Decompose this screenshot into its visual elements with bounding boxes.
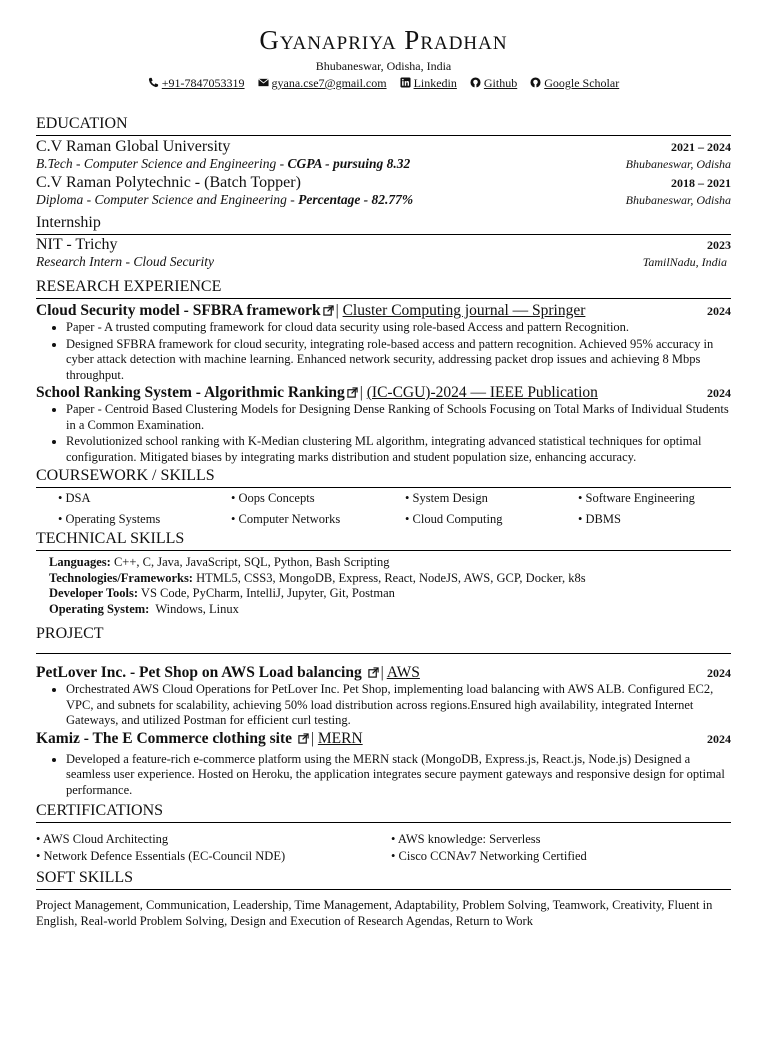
github-link[interactable] [470, 76, 517, 91]
resume-page [0, 25, 768, 1049]
education-entry [36, 138, 731, 172]
external-link-icon[interactable] [323, 305, 334, 316]
project-title: PetLover Inc. - Pet Shop on AWS Load balancing [36, 664, 362, 681]
list-item: • Cisco CCNAv7 Networking Certified [391, 848, 721, 865]
research-heading: RESEARCH EXPERIENCE [36, 278, 731, 299]
project-heading: PROJECT [36, 625, 731, 654]
list-item: • Developed a feature-rich e-commerce platform using the MERN stack (MongoDB, Express.js, React.js, Node.js) Designed a seamless user experience. Hosted on Heroku, the application integrates secure payment gateways and responsive design for optimal performance. [66, 752, 731, 799]
list-item: • Revolutionized school ranking with K-Median clustering ML algorithm, integrating advanced statistical techniques for optimal configuration. Mitigated biases by integrating marks distribution and student population size, enhancing accuracy. [66, 434, 731, 465]
education-entry [36, 174, 731, 208]
skill-value: HTML5, CSS3, MongoDB, Express, React, NodeJS, AWS, GCP, Docker, k8s [192, 570, 586, 585]
phone-text: +91-7847053319 [161, 76, 245, 90]
research-venue[interactable]: (IC-CGU)-2024 — IEEE Publication [366, 384, 598, 401]
list-item: • Network Defence Essentials (EC-Council NDE) [36, 848, 391, 865]
github-icon [470, 77, 481, 88]
list-item: • Cloud Computing [405, 509, 578, 530]
skill-value: VS Code, PyCharm, IntelliJ, Jupyter, Git, Postman [138, 586, 395, 600]
skill-value: Windows, Linux [149, 601, 239, 616]
project-year: 2024 [707, 666, 731, 680]
score-text: Percentage - 82.77% [298, 192, 414, 207]
list-item: • Orchestrated AWS Cloud Operations for PetLover Inc. Pet Shop, implementing load balancing with AWS ALB. Configured EC2, VPC, and subnets for scalability, achieving 50% load distribution across regions.Ensured high availability, integrated Internet Gateways, and utilized Postman for efficient curl testing. [66, 682, 731, 729]
candidate-name: Gyanapriya Pradhan [259, 25, 508, 55]
internship-year: 2023 [707, 238, 731, 252]
soft-skills-heading: SOFT SKILLS [36, 869, 731, 890]
project-entry: Kamiz - The E Commerce clothing site | MERN 2024 • Developed a feature-rich e-commerce platform using the MERN stack (MongoDB, Express.js, React.js, Node.js) Designed a seamless user experience. Hosted on Heroku, the application integrates secure payment gateways and responsive design for optimal performance. [36, 730, 731, 799]
education-years: 2021 – 2024 [671, 140, 731, 154]
email-text: gyana.cse7@gmail.com [271, 76, 387, 90]
internship-role: Research Intern - Cloud Security [36, 254, 214, 269]
list-item: • Paper - Centroid Based Clustering Models for Designing Dense Ranking of Schools Focusing on Total Marks of Individual Students in a Common Examination. [66, 402, 731, 433]
internship-heading: Internship [36, 214, 731, 235]
github-text: Github [483, 76, 518, 90]
envelope-icon [258, 77, 269, 88]
candidate-location: Bhubaneswar, Odisha, India [315, 59, 452, 73]
technical-skills [36, 555, 731, 617]
coursework-heading: COURSEWORK / SKILLS [36, 467, 731, 488]
coursework-list [36, 488, 731, 530]
list-item: • Software Engineering [578, 488, 748, 509]
certifications-list [36, 831, 731, 865]
project-year: 2024 [707, 731, 731, 746]
education-place: Bhubaneswar, Odisha [625, 193, 731, 207]
list-item: • AWS Cloud Architecting [36, 831, 391, 848]
research-title: Cloud Security model - SFBRA framework [36, 302, 321, 319]
skill-label: Languages: [49, 555, 111, 569]
internship-place: TamilNadu, India [642, 255, 727, 269]
skill-label: Developer Tools: [49, 586, 139, 600]
skill-row [49, 586, 731, 602]
project-title: Kamiz - The E Commerce clothing site [36, 729, 292, 747]
research-bullets [36, 402, 731, 465]
technical-heading: TECHNICAL SKILLS [36, 530, 731, 551]
school-name: C.V Raman Polytechnic - (Batch Topper) [36, 174, 301, 191]
github-icon [530, 77, 541, 88]
education-place: Bhubaneswar, Odisha [625, 157, 731, 171]
list-item: • DBMS [578, 509, 748, 530]
research-venue[interactable]: Cluster Computing journal — Springer [342, 302, 586, 319]
research-entry: Cloud Security model - SFBRA framework | Cluster Computing journal — Springer 2024 • Paper - A trusted computing framework for cloud data security using role-based Access and pattern Recognition. • Designed SFBRA framework for cloud security, integrating role-based access and pattern recognition. Achieved 95% accuracy in cyber attack detection with machine learning. Enhanced network security, addressing packet drop issues and achieving 8 Mbps throughput. [36, 302, 731, 383]
internship-entry [36, 236, 731, 270]
list-item: • Operating Systems [58, 509, 231, 530]
linkedin-text: Linkedin [413, 76, 457, 90]
degree-text: Diploma - Computer Science and Engineering - [36, 192, 299, 207]
contact-bar [36, 76, 731, 91]
email-link[interactable] [258, 76, 387, 91]
project-tag[interactable]: MERN [317, 729, 363, 747]
skill-value: C++, C, Java, JavaScript, SQL, Python, Bash Scripting [110, 555, 390, 569]
education-years: 2018 – 2021 [671, 176, 731, 190]
education-heading: EDUCATION [36, 115, 731, 136]
project-tag[interactable]: AWS [386, 664, 420, 681]
skill-row [49, 555, 731, 571]
external-link-icon[interactable] [298, 733, 309, 744]
research-year: 2024 [707, 386, 731, 400]
skill-row [49, 571, 731, 587]
certifications-heading: CERTIFICATIONS [36, 802, 731, 823]
school-name: C.V Raman Global University [36, 138, 231, 155]
skill-row [49, 602, 731, 618]
list-item: • Computer Networks [231, 509, 405, 530]
phone-icon [148, 77, 159, 88]
project-bullets [36, 752, 731, 799]
skill-label: Operating System: [49, 601, 150, 616]
list-item: • System Design [405, 488, 578, 509]
research-title: School Ranking System - Algorithmic Ranking [36, 384, 345, 401]
research-entry: School Ranking System - Algorithmic Ranking | (IC-CGU)-2024 — IEEE Publication 2024 • Paper - Centroid Based Clustering Models for Designing Dense Ranking of Schools Focusing on Total Marks of Individual Students in a Common Examination. • Revolutionized school ranking with K-Median clustering ML algorithm, integrating advanced statistical techniques for optimal configuration. Mitigated biases by integrating marks distribution and student population size, enhancing accuracy. [36, 384, 731, 465]
internship-org: NIT - Trichy [36, 236, 118, 253]
list-item: • DSA [58, 488, 231, 509]
linkedin-link[interactable] [400, 76, 457, 91]
project-entry: PetLover Inc. - Pet Shop on AWS Load balancing | AWS 2024 • Orchestrated AWS Cloud Operations for PetLover Inc. Pet Shop, implementing load balancing with AWS ALB. Configured EC2, VPC, and subnets for scalability, achieving 50% load distribution across regions.Ensured high availability, integrated Internet Gateways, and utilized Postman for efficient curl testing. [36, 664, 731, 729]
external-link-icon[interactable] [347, 387, 358, 398]
soft-skills-text: Project Management, Communication, Leadership, Time Management, Adaptability, Problem Solving, Teamwork, Creativity, Fluent in English, Real-world Problem Solving, Design and Execution of Research Agendas, Return to Work [36, 898, 713, 928]
research-bullets [36, 320, 731, 383]
score-text: CGPA - pursuing 8.32 [287, 156, 411, 171]
phone-link[interactable] [148, 76, 245, 91]
external-link-icon[interactable] [368, 667, 379, 678]
degree-text: B.Tech - Computer Science and Engineering - [36, 156, 288, 171]
list-item: • AWS knowledge: Serverless [391, 831, 721, 848]
list-item: • Designed SFBRA framework for cloud security, integrating role-based access and pattern recognition. Achieved 95% accuracy in cyber attack detection with machine learning. Enhanced network security, addressing packet drop issues and achieving 8 Mbps throughput. [66, 337, 731, 384]
list-item: • Paper - A trusted computing framework for cloud data security using role-based Access and pattern Recognition. [66, 320, 731, 336]
research-year: 2024 [707, 304, 731, 318]
linkedin-icon [400, 77, 411, 88]
google-scholar-link[interactable] [530, 76, 619, 91]
google-scholar-text: Google Scholar [544, 76, 620, 90]
skill-label: Technologies/Frameworks: [49, 570, 193, 585]
project-bullets [36, 682, 731, 729]
list-item: • Oops Concepts [231, 488, 405, 509]
